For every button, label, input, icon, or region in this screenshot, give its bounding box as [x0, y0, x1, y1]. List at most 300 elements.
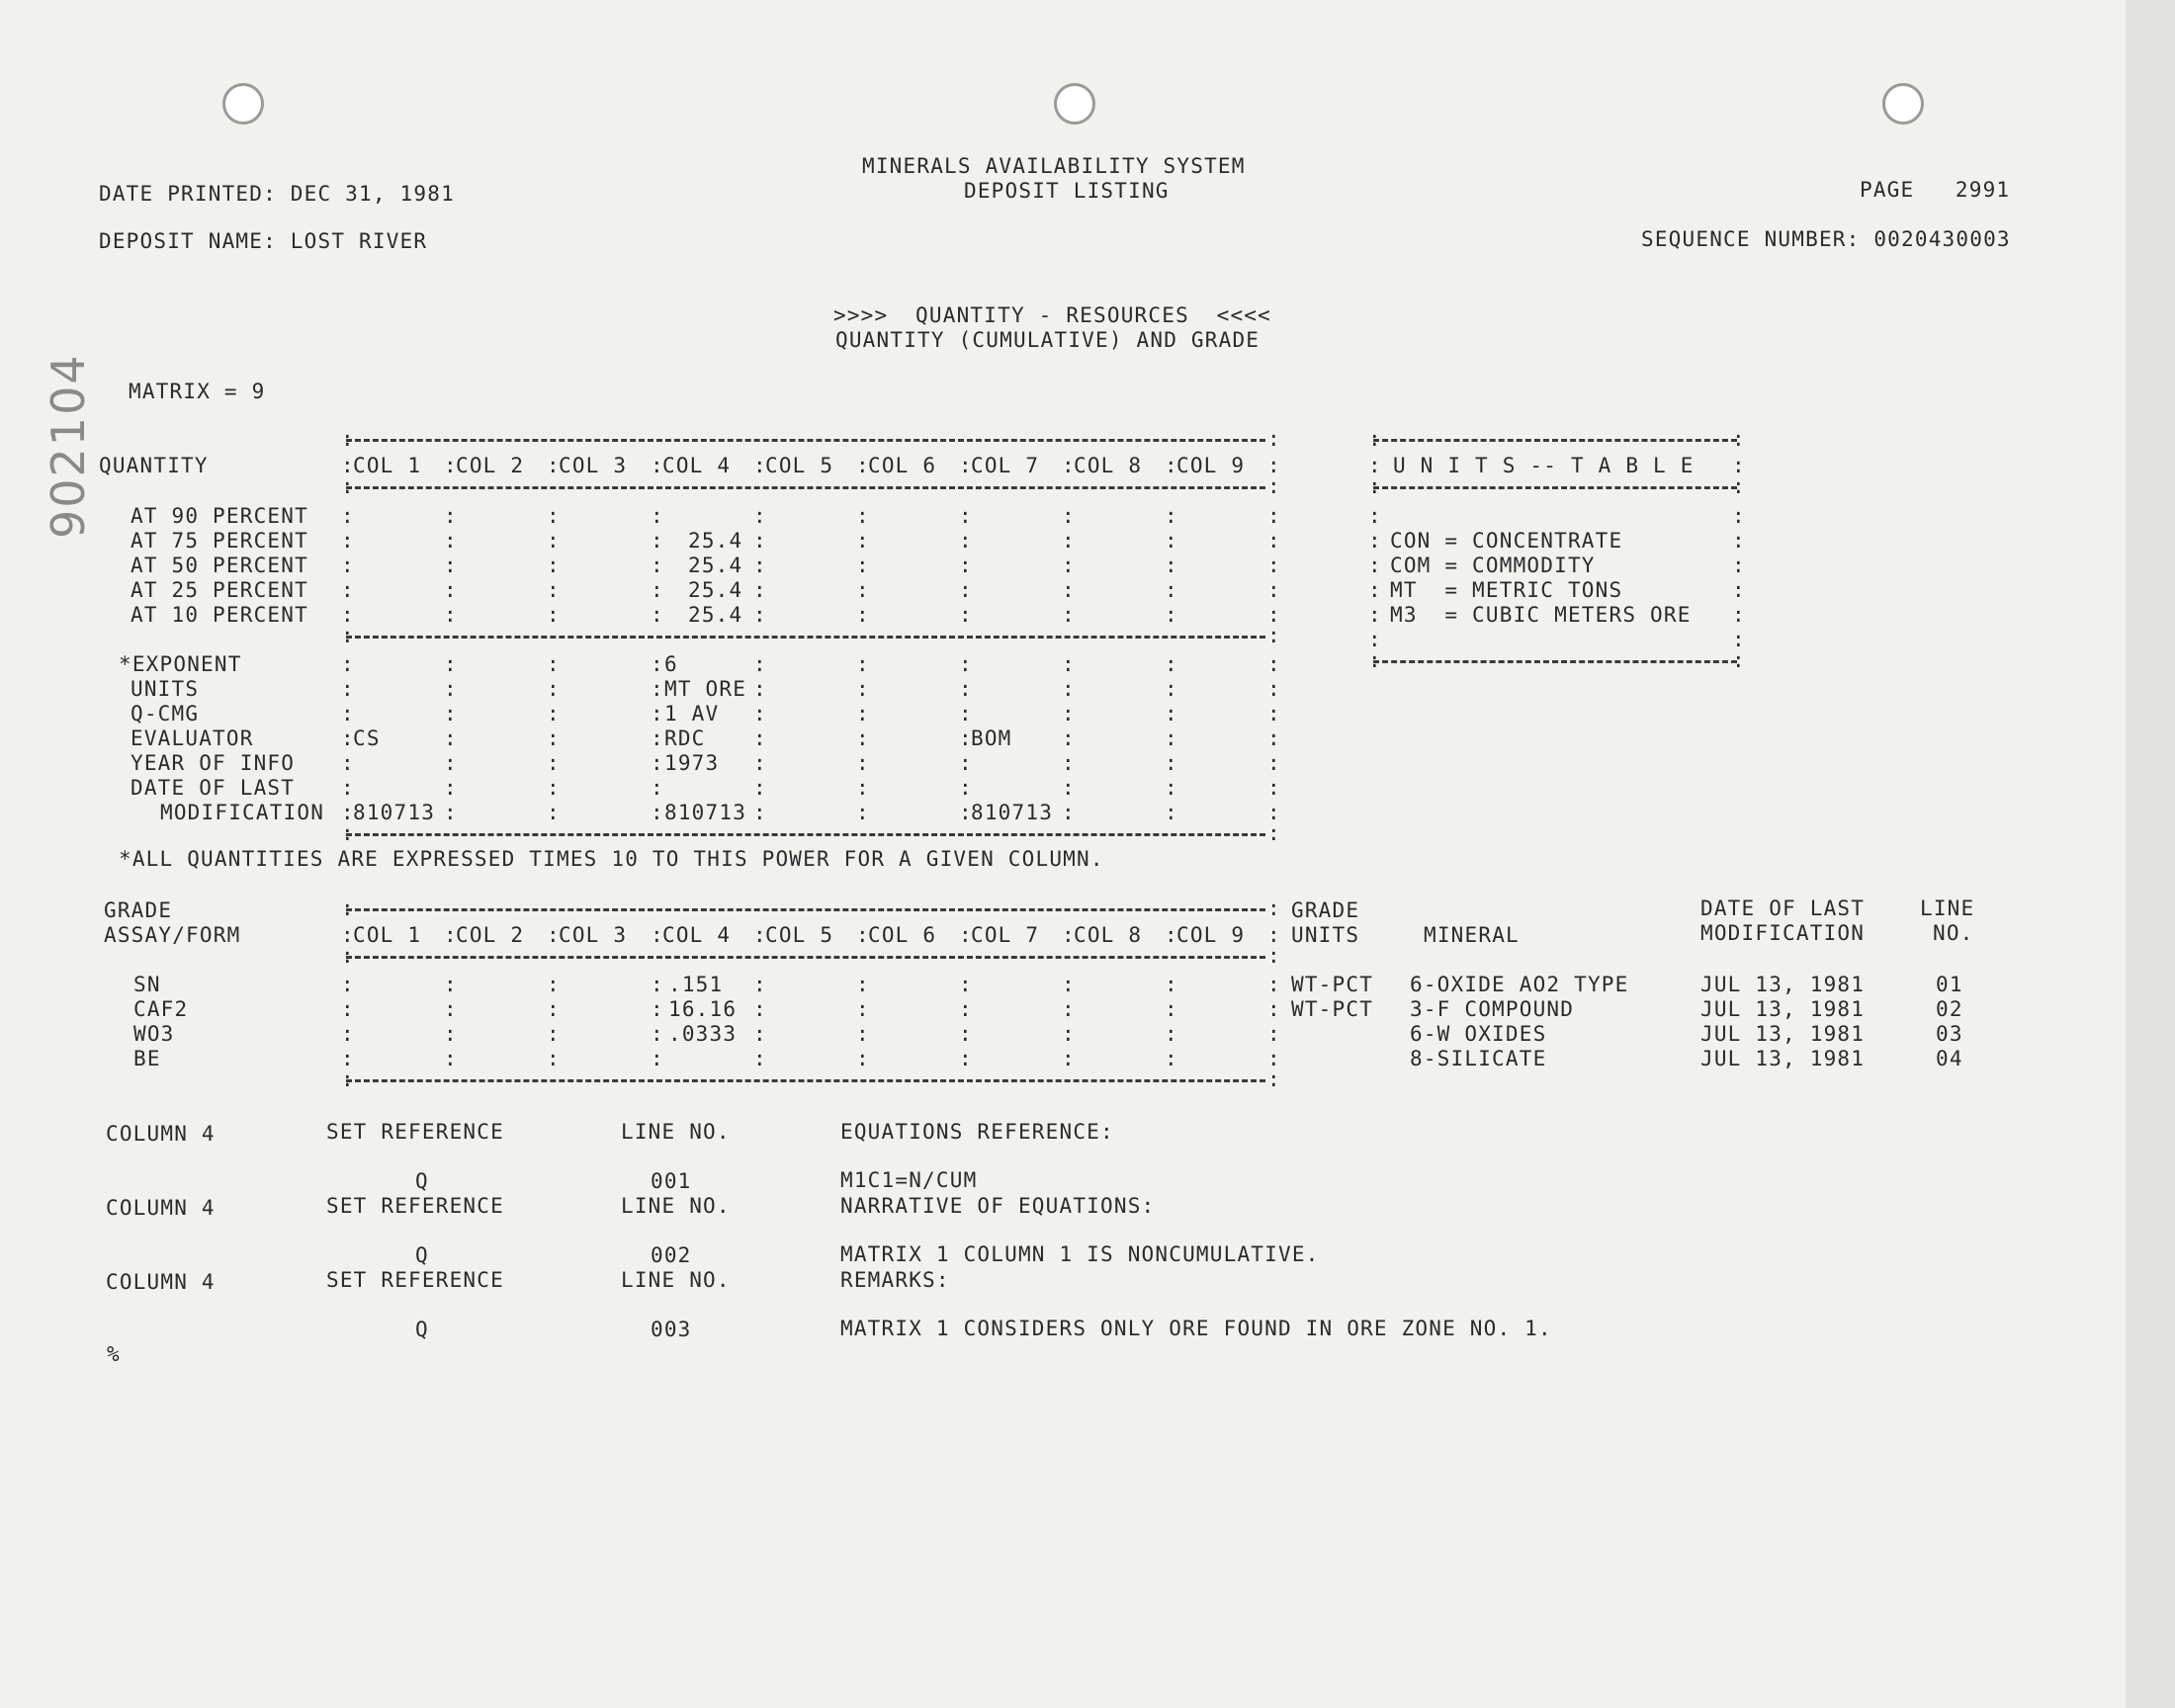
- margin-stamp: 902104: [42, 353, 95, 539]
- qty-meta-sep: :: [341, 652, 355, 676]
- qty-row-sep: :: [1267, 504, 1281, 528]
- units-sep: :: [1368, 454, 1382, 477]
- units-rule-bottom: [1373, 660, 1737, 663]
- units-corner: :: [1368, 474, 1382, 498]
- percent-row-label: AT 75 PERCENT: [130, 529, 308, 553]
- qty-meta-sep: :: [856, 652, 870, 676]
- qty-row-sep: :: [341, 554, 355, 577]
- qty-row-sep: :: [856, 554, 870, 577]
- grade-header-sep: :: [753, 923, 767, 947]
- qty-meta-sep: :: [547, 776, 561, 800]
- qty-meta-sep: :: [547, 801, 561, 824]
- qty-row-sep: :: [444, 504, 458, 528]
- grade-row-form: BE: [133, 1047, 161, 1070]
- qty-meta-sep: :: [651, 751, 664, 775]
- grade-row-sep: :: [341, 973, 355, 996]
- grade-row-sep: :: [651, 1047, 664, 1070]
- qty-row-sep: :: [1267, 554, 1281, 577]
- qty-row-sep: :: [856, 504, 870, 528]
- mineral-header: MINERAL: [1424, 923, 1520, 947]
- qty-meta-sep: :: [1267, 726, 1281, 750]
- reference-line-label: LINE NO.: [621, 1194, 731, 1218]
- grade-row-sep: :: [753, 1022, 767, 1046]
- listing-title: DEPOSIT LISTING: [964, 179, 1170, 203]
- column-header-9: COL 9: [1176, 454, 1246, 477]
- qty-meta-sep: :: [651, 677, 664, 701]
- qty-meta-sep: :: [341, 776, 355, 800]
- grade-row-mineral: 6-OXIDE AO2 TYPE: [1410, 973, 1629, 996]
- grade-corner: :: [341, 897, 355, 920]
- percent-row-label: AT 90 PERCENT: [130, 504, 308, 528]
- units-sep: :: [1732, 603, 1746, 627]
- date-printed: DATE PRINTED: DEC 31, 1981: [99, 182, 455, 206]
- qty-row-sep: :: [1165, 578, 1178, 602]
- qty-row-sep: :: [1062, 529, 1076, 553]
- grade-units-header: UNITS: [1291, 923, 1360, 947]
- grade-row-sep: :: [856, 1047, 870, 1070]
- grade-row-sep: :: [651, 1022, 664, 1046]
- qty-row-sep: :: [1062, 504, 1076, 528]
- qty-meta-sep: :: [959, 677, 973, 701]
- units-entry: MT = METRIC TONS: [1390, 578, 1623, 602]
- qty-meta-sep: :: [1267, 677, 1281, 701]
- reference-title: EQUATIONS REFERENCE:: [840, 1120, 1114, 1144]
- grade-row-date: JUL 13, 1981: [1700, 973, 1866, 996]
- grade-rule-top: [346, 908, 1265, 911]
- qty-row-sep: :: [547, 504, 561, 528]
- qty-meta-sep: :: [1267, 702, 1281, 726]
- grade-row-sep: :: [1267, 1022, 1281, 1046]
- qty-row-sep: :: [651, 504, 664, 528]
- qty-row-sep: :: [856, 529, 870, 553]
- qty-meta-sep: :: [959, 801, 973, 824]
- meta-row-col4-value: 810713: [664, 801, 747, 824]
- qty-row-sep: :: [1062, 554, 1076, 577]
- qty-rule-mid: [346, 636, 1265, 639]
- qty-meta-sep: :: [856, 726, 870, 750]
- qty-header-sep: :: [959, 454, 973, 477]
- units-corner: :: [1368, 648, 1382, 672]
- grade-row-sep: :: [856, 1022, 870, 1046]
- reference-set-value: Q: [415, 1169, 429, 1193]
- units-entry: CON = CONCENTRATE: [1390, 529, 1623, 553]
- qty-meta-sep: :: [1267, 751, 1281, 775]
- qty-meta-sep: :: [1165, 801, 1178, 824]
- grade-rule-header: [346, 956, 1265, 959]
- grade-column-header-7: COL 7: [971, 923, 1040, 947]
- qty-meta-sep: :: [959, 652, 973, 676]
- qty-meta-sep: :: [959, 726, 973, 750]
- qty-row-sep: :: [1165, 529, 1178, 553]
- reference-column: COLUMN 4: [106, 1122, 216, 1146]
- units-sep: :: [1368, 578, 1382, 602]
- reference-set-label: SET REFERENCE: [326, 1194, 504, 1218]
- modification-header: MODIFICATION: [1700, 921, 1866, 945]
- qty-rule-header: [346, 486, 1265, 489]
- grade-row-sep: :: [341, 1022, 355, 1046]
- qty-row-sep: :: [753, 529, 767, 553]
- qty-meta-sep: :: [1062, 776, 1076, 800]
- reference-column: COLUMN 4: [106, 1270, 216, 1294]
- grade-row-sep: :: [1062, 973, 1076, 996]
- grade-row-sep: :: [1267, 973, 1281, 996]
- grade-row-sep: :: [1165, 973, 1178, 996]
- grade-row-sep: :: [651, 973, 664, 996]
- grade-row-sep: :: [341, 997, 355, 1021]
- qty-corner: :: [341, 474, 355, 498]
- column-header-1: COL 1: [353, 454, 422, 477]
- qty-meta-sep: :: [1062, 677, 1076, 701]
- grade-row-sep: :: [856, 973, 870, 996]
- meta-row-col7-value: BOM: [971, 726, 1012, 750]
- qty-row-sep: :: [1062, 603, 1076, 627]
- meta-row-col4-value: 6: [664, 652, 678, 676]
- meta-row-col1-value: CS: [353, 726, 381, 750]
- qty-meta-sep: :: [651, 776, 664, 800]
- qty-row-sep: :: [444, 603, 458, 627]
- grade-row-units: WT-PCT: [1291, 997, 1374, 1021]
- qty-meta-sep: :: [1267, 776, 1281, 800]
- qty-meta-sep: :: [1062, 702, 1076, 726]
- section-subtitle: QUANTITY (CUMULATIVE) AND GRADE: [835, 328, 1261, 352]
- grade-column-header-4: COL 4: [662, 923, 732, 947]
- column-header-6: COL 6: [868, 454, 937, 477]
- qty-meta-sep: :: [341, 751, 355, 775]
- qty-row-sep: :: [444, 529, 458, 553]
- qty-row-sep: :: [959, 603, 973, 627]
- grade-row-mineral: 3-F COMPOUND: [1410, 997, 1575, 1021]
- qty-row-sep: :: [1267, 578, 1281, 602]
- reference-line-value: 001: [651, 1169, 692, 1193]
- qty-header-sep: :: [444, 454, 458, 477]
- column-header-2: COL 2: [456, 454, 525, 477]
- qty-header-sep: :: [547, 454, 561, 477]
- meta-row-label: DATE OF LAST: [130, 776, 296, 800]
- binder-hole-right: [1882, 83, 1924, 125]
- qty-meta-sep: :: [1062, 801, 1076, 824]
- units-corner: :: [1368, 427, 1382, 451]
- qty-meta-sep: :: [444, 652, 458, 676]
- qty-row-sep: :: [1165, 504, 1178, 528]
- qty-meta-sep: :: [959, 751, 973, 775]
- qty-header-sep: :: [1062, 454, 1076, 477]
- column-header-5: COL 5: [765, 454, 834, 477]
- qty-meta-sep: :: [856, 776, 870, 800]
- grade-row-sep: :: [753, 973, 767, 996]
- line-header: LINE: [1920, 897, 1975, 920]
- qty-meta-sep: :: [341, 702, 355, 726]
- qty-row-sep: :: [856, 578, 870, 602]
- meta-row-col7-value: 810713: [971, 801, 1054, 824]
- grade-row-sep: :: [341, 1047, 355, 1070]
- grade-column-header-3: COL 3: [559, 923, 628, 947]
- qty-meta-sep: :: [547, 677, 561, 701]
- grade-row-col4-value: .0333: [668, 1022, 738, 1046]
- grade-rule-bottom: [346, 1079, 1265, 1082]
- grade-header-sep: :: [341, 923, 355, 947]
- meta-row-label: UNITS: [130, 677, 200, 701]
- grade-corner: :: [341, 1068, 355, 1091]
- qty-meta-sep: :: [444, 677, 458, 701]
- qty-meta-sep: :: [444, 726, 458, 750]
- qty-row-sep: :: [547, 554, 561, 577]
- qty-row-sep: :: [959, 504, 973, 528]
- units-sep: :: [1368, 529, 1382, 553]
- qty-meta-sep: :: [547, 652, 561, 676]
- grade-row-line-no: 03: [1936, 1022, 1963, 1046]
- units-sep: :: [1732, 628, 1746, 651]
- qty-rule-top: [346, 439, 1265, 442]
- grade-row-line-no: 02: [1936, 997, 1963, 1021]
- qty-corner: :: [1267, 427, 1281, 451]
- grade-row-sep: :: [856, 997, 870, 1021]
- units-sep: :: [1368, 628, 1382, 651]
- qty-meta-sep: :: [651, 702, 664, 726]
- grade-row-mineral: 8-SILICATE: [1410, 1047, 1547, 1070]
- end-mark: %: [107, 1342, 121, 1366]
- grade-row-col4-value: 16.16: [668, 997, 738, 1021]
- qty-corner: :: [1267, 474, 1281, 498]
- qty-meta-sep: :: [856, 751, 870, 775]
- qty-row-sep: :: [1165, 603, 1178, 627]
- qty-row-sep: :: [651, 603, 664, 627]
- grade-row-mineral: 6-W OXIDES: [1410, 1022, 1547, 1046]
- grade-row-sep: :: [1267, 1047, 1281, 1070]
- qty-meta-sep: :: [856, 801, 870, 824]
- units-sep: :: [1368, 504, 1382, 528]
- grade-row-sep: :: [959, 1022, 973, 1046]
- qty-meta-sep: :: [547, 751, 561, 775]
- exponent-footnote: *ALL QUANTITIES ARE EXPRESSED TIMES 10 TO THIS POWER FOR A GIVEN COLUMN.: [119, 847, 1104, 871]
- grade-header-sep: :: [959, 923, 973, 947]
- qty-meta-sep: :: [651, 652, 664, 676]
- grade-units-header: GRADE: [1291, 898, 1360, 922]
- reference-line-value: 002: [651, 1243, 692, 1267]
- grade-corner: :: [1267, 944, 1281, 968]
- units-sep: :: [1732, 454, 1746, 477]
- percent-row-col4-value: 25.4: [688, 578, 743, 602]
- units-sep: :: [1368, 554, 1382, 577]
- grade-row-sep: :: [547, 1047, 561, 1070]
- qty-meta-sep: :: [1267, 801, 1281, 824]
- grade-header-sep: :: [651, 923, 664, 947]
- system-title: MINERALS AVAILABILITY SYSTEM: [862, 154, 1246, 178]
- grade-row-line-no: 04: [1936, 1047, 1963, 1070]
- quantity-label: QUANTITY: [99, 454, 209, 477]
- grade-corner: :: [1267, 1068, 1281, 1091]
- column-header-3: COL 3: [559, 454, 628, 477]
- qty-row-sep: :: [753, 504, 767, 528]
- grade-column-header-5: COL 5: [765, 923, 834, 947]
- qty-meta-sep: :: [753, 776, 767, 800]
- column-header-4: COL 4: [662, 454, 732, 477]
- qty-row-sep: :: [444, 578, 458, 602]
- meta-row-col4-value: 1973: [664, 751, 720, 775]
- grade-row-sep: :: [444, 1022, 458, 1046]
- qty-row-sep: :: [547, 603, 561, 627]
- column-header-8: COL 8: [1074, 454, 1143, 477]
- qty-meta-sep: :: [1165, 702, 1178, 726]
- qty-meta-sep: :: [444, 776, 458, 800]
- grade-column-header-6: COL 6: [868, 923, 937, 947]
- reference-set-label: SET REFERENCE: [326, 1120, 504, 1144]
- percent-row-label: AT 10 PERCENT: [130, 603, 308, 627]
- page-number: PAGE 2991: [1860, 178, 2011, 202]
- qty-row-sep: :: [753, 554, 767, 577]
- qty-row-sep: :: [1267, 529, 1281, 553]
- section-title: >>>> QUANTITY - RESOURCES <<<<: [833, 303, 1271, 327]
- grade-row-date: JUL 13, 1981: [1700, 1047, 1866, 1070]
- units-sep: :: [1732, 578, 1746, 602]
- sequence-number: SEQUENCE NUMBER: 0020430003: [1641, 227, 2011, 251]
- reference-line-label: LINE NO.: [621, 1120, 731, 1144]
- grade-column-header-8: COL 8: [1074, 923, 1143, 947]
- meta-row-label: EVALUATOR: [130, 726, 254, 750]
- binder-hole-left: [222, 83, 264, 125]
- reference-column: COLUMN 4: [106, 1196, 216, 1220]
- qty-row-sep: :: [341, 504, 355, 528]
- grade-row-sep: :: [1062, 1047, 1076, 1070]
- grade-row-col4-value: .151: [668, 973, 724, 996]
- qty-row-sep: :: [1165, 554, 1178, 577]
- qty-row-sep: :: [444, 554, 458, 577]
- grade-row-line-no: 01: [1936, 973, 1963, 996]
- qty-meta-sep: :: [651, 801, 664, 824]
- grade-corner: :: [341, 944, 355, 968]
- grade-row-sep: :: [444, 1047, 458, 1070]
- qty-row-sep: :: [651, 554, 664, 577]
- qty-row-sep: :: [547, 529, 561, 553]
- grade-row-form: SN: [133, 973, 161, 996]
- grade-header-sep: :: [547, 923, 561, 947]
- qty-row-sep: :: [753, 603, 767, 627]
- qty-meta-sep: :: [959, 776, 973, 800]
- qty-corner: :: [1267, 624, 1281, 647]
- reference-set-value: Q: [415, 1318, 429, 1341]
- grade-label: GRADE: [104, 898, 173, 922]
- grade-row-sep: :: [1165, 997, 1178, 1021]
- qty-meta-sep: :: [1165, 726, 1178, 750]
- units-sep: :: [1732, 529, 1746, 553]
- percent-row-label: AT 50 PERCENT: [130, 554, 308, 577]
- qty-rule-bottom: [346, 833, 1265, 836]
- percent-row-label: AT 25 PERCENT: [130, 578, 308, 602]
- grade-row-sep: :: [959, 973, 973, 996]
- date-last-header: DATE OF LAST: [1700, 897, 1866, 920]
- units-corner: :: [1732, 474, 1746, 498]
- line-no-header: NO.: [1933, 921, 1974, 945]
- qty-row-sep: :: [1062, 578, 1076, 602]
- qty-row-sep: :: [651, 529, 664, 553]
- qty-meta-sep: :: [547, 702, 561, 726]
- qty-meta-sep: :: [856, 702, 870, 726]
- units-sep: :: [1368, 603, 1382, 627]
- meta-row-label: MODIFICATION: [160, 801, 325, 824]
- percent-row-col4-value: 25.4: [688, 554, 743, 577]
- qty-meta-sep: :: [1165, 751, 1178, 775]
- reference-line-label: LINE NO.: [621, 1268, 731, 1292]
- units-sep: :: [1732, 504, 1746, 528]
- reference-text: M1C1=N/CUM: [840, 1168, 978, 1192]
- qty-meta-sep: :: [753, 751, 767, 775]
- qty-meta-sep: :: [341, 801, 355, 824]
- units-corner: :: [1732, 648, 1746, 672]
- grade-column-header-2: COL 2: [456, 923, 525, 947]
- grade-row-sep: :: [1062, 1022, 1076, 1046]
- qty-meta-sep: :: [444, 702, 458, 726]
- reference-title: NARRATIVE OF EQUATIONS:: [840, 1194, 1156, 1218]
- qty-corner: :: [341, 821, 355, 845]
- grade-row-sep: :: [1165, 1022, 1178, 1046]
- grade-row-sep: :: [959, 997, 973, 1021]
- reference-text: MATRIX 1 CONSIDERS ONLY ORE FOUND IN ORE ZONE NO. 1.: [840, 1317, 1552, 1340]
- column-header-7: COL 7: [971, 454, 1040, 477]
- grade-row-sep: :: [1165, 1047, 1178, 1070]
- meta-row-label: YEAR OF INFO: [130, 751, 296, 775]
- meta-row-col4-value: MT ORE: [664, 677, 747, 701]
- grade-header-sep: :: [1062, 923, 1076, 947]
- grade-row-date: JUL 13, 1981: [1700, 1022, 1866, 1046]
- qty-corner: :: [1267, 821, 1281, 845]
- units-sep: :: [1732, 554, 1746, 577]
- qty-meta-sep: :: [444, 801, 458, 824]
- grade-row-sep: :: [444, 973, 458, 996]
- qty-row-sep: :: [341, 578, 355, 602]
- qty-meta-sep: :: [856, 677, 870, 701]
- qty-meta-sep: :: [959, 702, 973, 726]
- qty-meta-sep: :: [753, 726, 767, 750]
- qty-row-sep: :: [753, 578, 767, 602]
- qty-meta-sep: :: [1165, 677, 1178, 701]
- grade-column-header-9: COL 9: [1176, 923, 1246, 947]
- qty-meta-sep: :: [753, 702, 767, 726]
- units-corner: :: [1732, 427, 1746, 451]
- deposit-name: DEPOSIT NAME: LOST RIVER: [99, 229, 428, 253]
- grade-header-sep: :: [1267, 923, 1281, 947]
- qty-row-sep: :: [959, 578, 973, 602]
- reference-text: MATRIX 1 COLUMN 1 IS NONCUMULATIVE.: [840, 1242, 1320, 1266]
- qty-header-sep: :: [753, 454, 767, 477]
- qty-meta-sep: :: [1062, 751, 1076, 775]
- grade-header-sep: :: [444, 923, 458, 947]
- qty-meta-sep: :: [753, 677, 767, 701]
- reference-set-value: Q: [415, 1243, 429, 1267]
- qty-meta-sep: :: [444, 751, 458, 775]
- units-entry: COM = COMMODITY: [1390, 554, 1596, 577]
- units-rule-header: [1373, 486, 1737, 489]
- qty-row-sep: :: [341, 529, 355, 553]
- grade-row-sep: :: [959, 1047, 973, 1070]
- grade-row-form: CAF2: [133, 997, 189, 1021]
- meta-row-col4-value: RDC: [664, 726, 706, 750]
- qty-meta-sep: :: [753, 801, 767, 824]
- grade-row-sep: :: [444, 997, 458, 1021]
- reference-line-value: 003: [651, 1318, 692, 1341]
- qty-header-sep: :: [1267, 454, 1281, 477]
- meta-row-label: Q-CMG: [130, 702, 200, 726]
- grade-row-sep: :: [753, 1047, 767, 1070]
- percent-row-col4-value: 25.4: [688, 603, 743, 627]
- reference-title: REMARKS:: [840, 1268, 950, 1292]
- grade-row-sep: :: [651, 997, 664, 1021]
- qty-corner: :: [341, 624, 355, 647]
- matrix-label: MATRIX = 9: [129, 380, 266, 403]
- grade-row-sep: :: [547, 997, 561, 1021]
- grade-row-sep: :: [547, 1022, 561, 1046]
- qty-meta-sep: :: [1062, 726, 1076, 750]
- qty-meta-sep: :: [547, 726, 561, 750]
- meta-row-col1-value: 810713: [353, 801, 436, 824]
